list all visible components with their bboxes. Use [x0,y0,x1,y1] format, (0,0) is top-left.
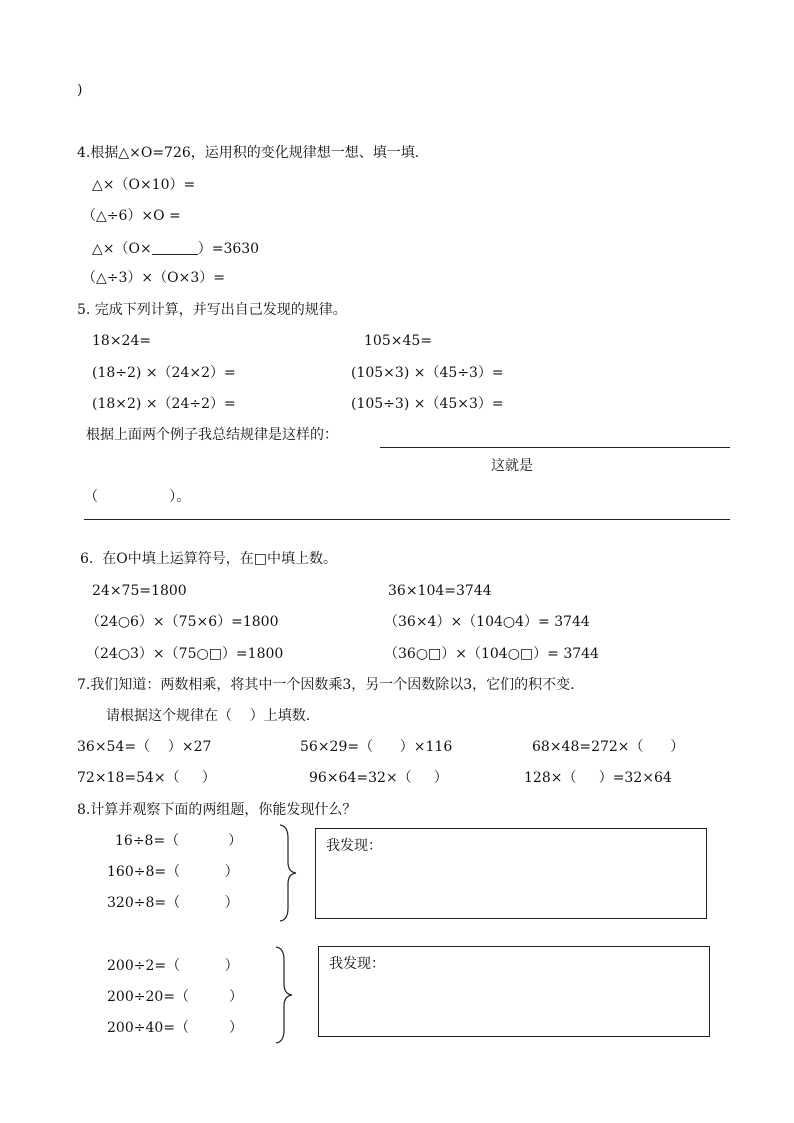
q5-answer-line-2[interactable] [84,519,730,520]
q6-right-2: （36×4）×（104○4）= 3744 [384,614,590,630]
right-brace-icon [272,946,296,1044]
q6-title: 6. 在O中填上运算符号，在□中填上数。 [80,551,337,567]
q8-group1-item2: 160÷8=（ ） [107,864,239,880]
q5-right-3: (105÷3) ×（45×3）= [351,396,504,412]
q7-row1-item2: 56×29=（ ）×116 [300,739,453,755]
q5-this-is: 这就是 [491,458,533,474]
q8-group1-item1: 16÷8=（ ） [115,833,243,849]
q5-left-2: (18÷2) ×（24×2）= [92,365,236,381]
q8-discovery-box-1[interactable] [315,828,707,919]
q7-row1-item1: 36×54=（ ）×27 [77,739,212,755]
q5-summary-prompt: 根据上面两个例子我总结规律是这样的： [86,427,338,443]
q7-row1-item3: 68×48=272×（ ） [532,739,685,755]
q4-line-3-end: ）=3630 [197,241,260,257]
q8-discovery-box-2[interactable] [318,946,710,1037]
q4-line-1: △×（O×10）= [92,177,196,193]
q6-right-3: （36○□）×（104○□）= 3744 [384,646,599,662]
q4-blank-underline[interactable] [152,240,198,255]
q8-discovery-label-2: 我发现： [329,956,385,972]
q8-group2-item1: 200÷2=（ ） [107,958,239,974]
q7-row2-item1: 72×18=54×（ ） [77,770,216,786]
q8-title: 8.计算并观察下面的两组题，你能发现什么？ [77,802,357,818]
q4-line-2: （△÷6）×O = [82,208,181,224]
q6-left-2: （24○6）×（75×6）=1800 [86,614,279,630]
q8-group2-item2: 200÷20=（ ） [107,989,244,1005]
q8-discovery-label-1: 我发现： [326,838,382,854]
stray-close-paren: ) [77,82,83,98]
q5-right-2: (105×3) ×（45÷3）= [351,365,504,381]
q5-title: 5. 完成下列计算，并写出自己发现的规律。 [77,302,347,318]
q6-right-1: 36×104=3744 [388,583,492,599]
right-brace-icon [276,824,300,922]
q5-answer-line-1[interactable] [380,447,730,448]
q5-left-1: 18×24= [92,333,152,349]
q5-paren-blank[interactable]: （ ）。 [84,489,191,505]
q4-line-3-start: △×（O× [92,241,152,257]
q6-left-3: （24○3）×（75○□）=1800 [86,646,284,662]
q4-line-4: （△÷3）×（O×3）= [82,270,225,286]
q4-title: 4.根据△×O=726，运用积的变化规律想一想、填一填. [77,145,420,161]
q8-group1-item3: 320÷8=（ ） [107,895,239,911]
q8-group2-item3: 200÷40=（ ） [107,1020,244,1036]
q7-row2-item2: 96×64=32×（ ） [309,770,448,786]
q7-row2-item3: 128×（ ）=32×64 [524,770,672,786]
q5-right-1: 105×45= [364,333,432,349]
q4-line-3 [92,240,259,256]
q7-subtitle: 请根据这个规律在（ ）上填数. [106,708,311,724]
q7-title: 7.我们知道：两数相乘，将其中一个因数乘3，另一个因数除以3，它们的积不变. [77,677,575,693]
q6-left-1: 24×75=1800 [92,583,187,599]
q5-left-3: (18×2) ×（24÷2）= [92,396,236,412]
